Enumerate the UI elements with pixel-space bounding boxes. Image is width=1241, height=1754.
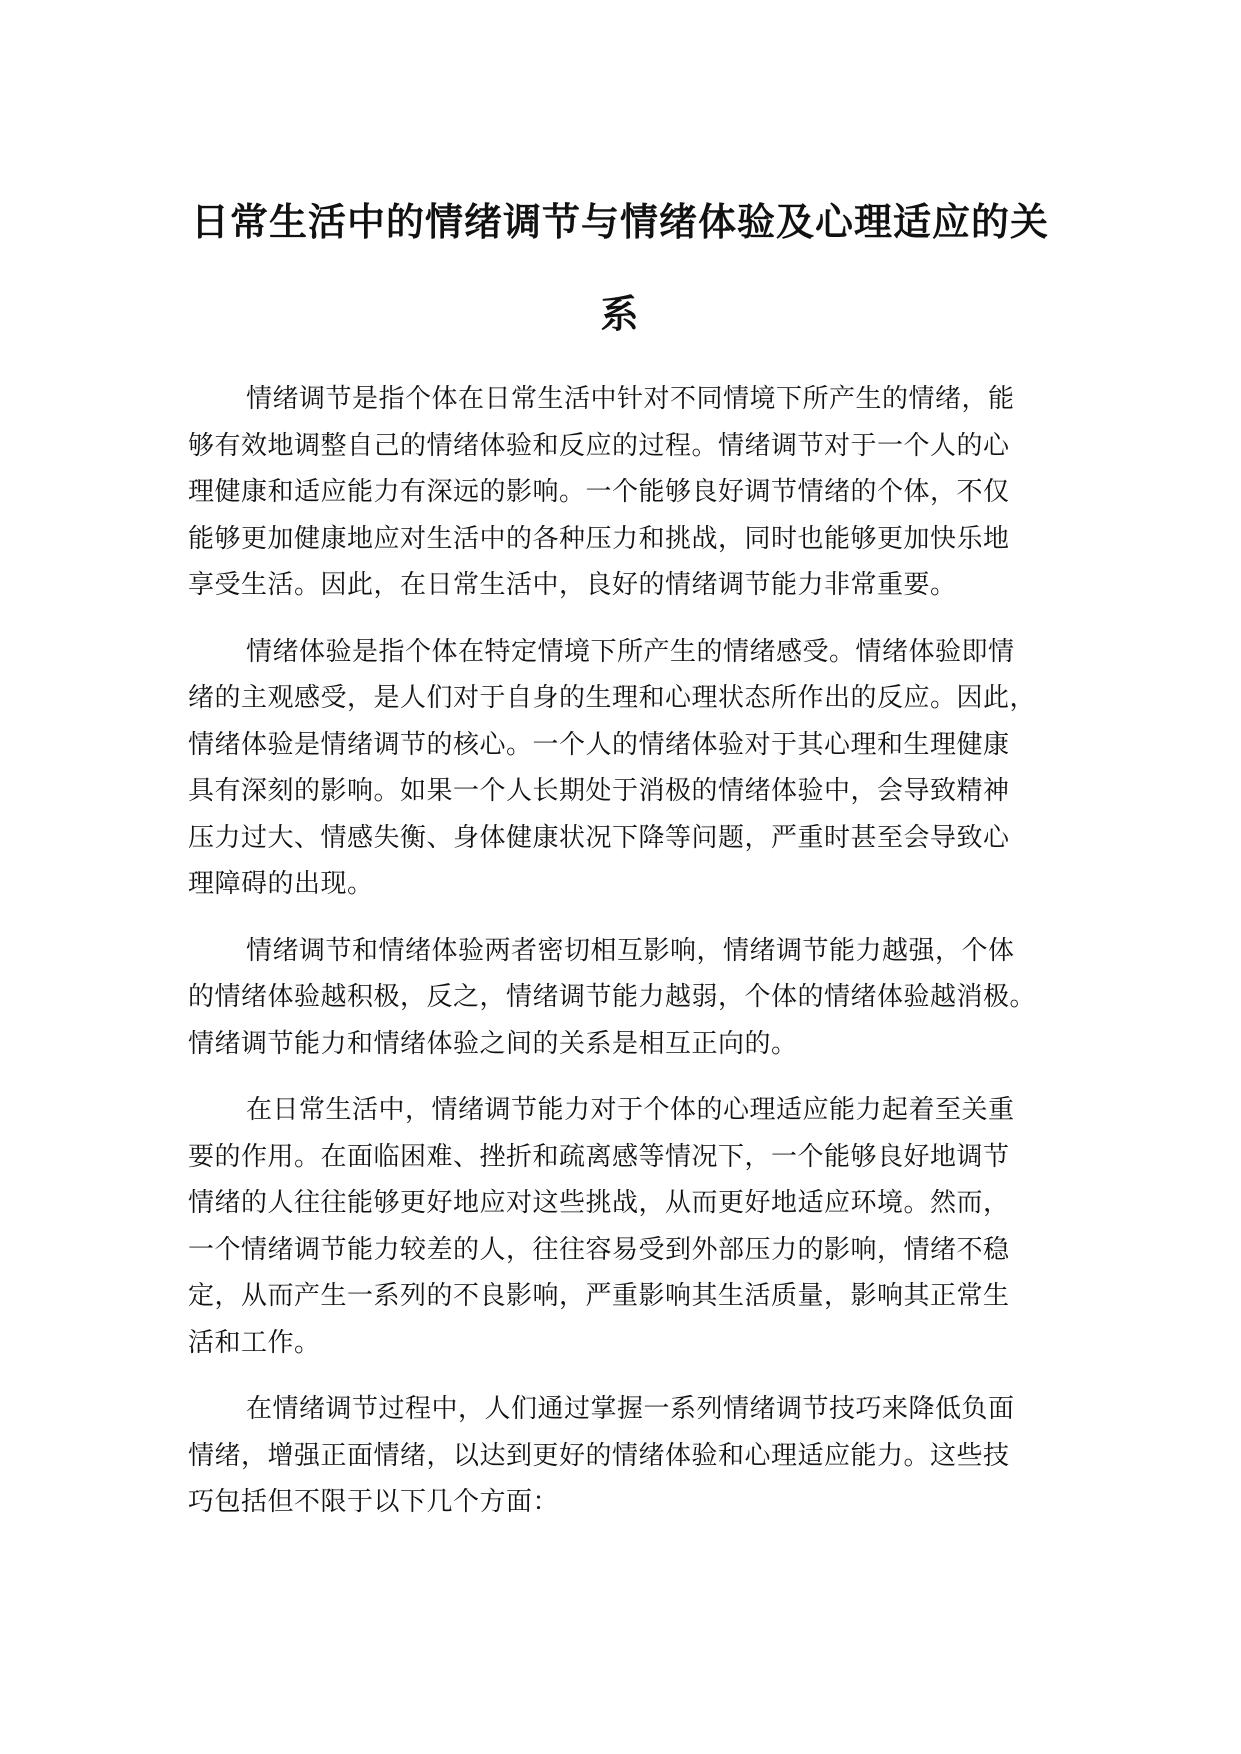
document-title (190, 176, 1050, 360)
text-line: 享受生活。因此，在日常生活中，良好的情绪调节能力非常重要。 (188, 570, 957, 600)
text-line: 理健康和适应能力有深远的影响。一个能够良好调节情绪的个体，不仅 (188, 477, 1010, 507)
paragraph-regulation-techniques (188, 1386, 1056, 1526)
text-line: 理障碍的出现。 (188, 869, 374, 899)
text-line: 绪的主观感受，是人们对于自身的生理和心理状态所作出的反应。因此， (188, 683, 1037, 713)
title-line: 日常生活中的情绪调节与情绪体验及心理适应的关 (190, 200, 1049, 244)
text-line: 一个情绪调节能力较差的人，往往容易受到外部压力的影响，情绪不稳 (188, 1234, 1010, 1265)
paragraph-emotion-regulation (188, 376, 1056, 609)
text-line: 活和工作。 (188, 1327, 321, 1358)
text-line: 情绪调节和情绪体验两者密切相互影响，情绪调节能力越强，个体 (246, 935, 1015, 966)
paragraph-psychological-adaptation (188, 1087, 1056, 1366)
text-line: 定，从而产生一系列的不良影响，严重影响其生活质量，影响其正常生 (188, 1281, 1010, 1311)
text-line: 在日常生活中，情绪调节能力对于个体的心理适应能力起着至关重 (246, 1095, 1015, 1125)
text-line: 情绪的人往往能够更好地应对这些挑战，从而更好地适应环境。然而， (188, 1188, 1010, 1218)
title-line: 系 (600, 292, 640, 336)
text-line: 在情绪调节过程中，人们通过掌握一系列情绪调节技巧来降低负面 (246, 1394, 1015, 1424)
text-line: 够有效地调整自己的情绪体验和反应的过程。情绪调节对于一个人的心 (188, 430, 1010, 461)
text-line: 情绪体验是情绪调节的核心。一个人的情绪体验对于其心理和生理健康 (188, 729, 1010, 760)
text-line: 要的作用。在面临困难、挫折和疏离感等情况下，一个能够良好地调节 (188, 1141, 1010, 1172)
paragraph-emotion-experience (188, 629, 1056, 908)
text-line: 巧包括但不限于以下几个方面： (188, 1487, 560, 1517)
text-line: 能够更加健康地应对生活中的各种压力和挑战，同时也能够更加快乐地 (188, 523, 1010, 554)
text-line: 具有深刻的影响。如果一个人长期处于消极的情绪体验中，会导致精神 (188, 776, 1010, 806)
text-line: 的情绪体验越积极，反之，情绪调节能力越弱，个体的情绪体验越消极。 (188, 982, 1037, 1012)
document-body (188, 376, 1056, 1546)
text-line: 情绪体验是指个体在特定情境下所产生的情绪感受。情绪体验即情 (246, 636, 1015, 667)
text-line: 情绪调节能力和情绪体验之间的关系是相互正向的。 (188, 1028, 798, 1059)
text-line: 压力过大、情感失衡、身体健康状况下降等问题，严重时甚至会导致心 (188, 822, 1010, 853)
text-line: 情绪调节是指个体在日常生活中针对不同情境下所产生的情绪，能 (246, 384, 1015, 414)
paragraph-mutual-influence (188, 928, 1056, 1068)
text-line: 情绪，增强正面情绪，以达到更好的情绪体验和心理适应能力。这些技 (188, 1440, 1010, 1471)
